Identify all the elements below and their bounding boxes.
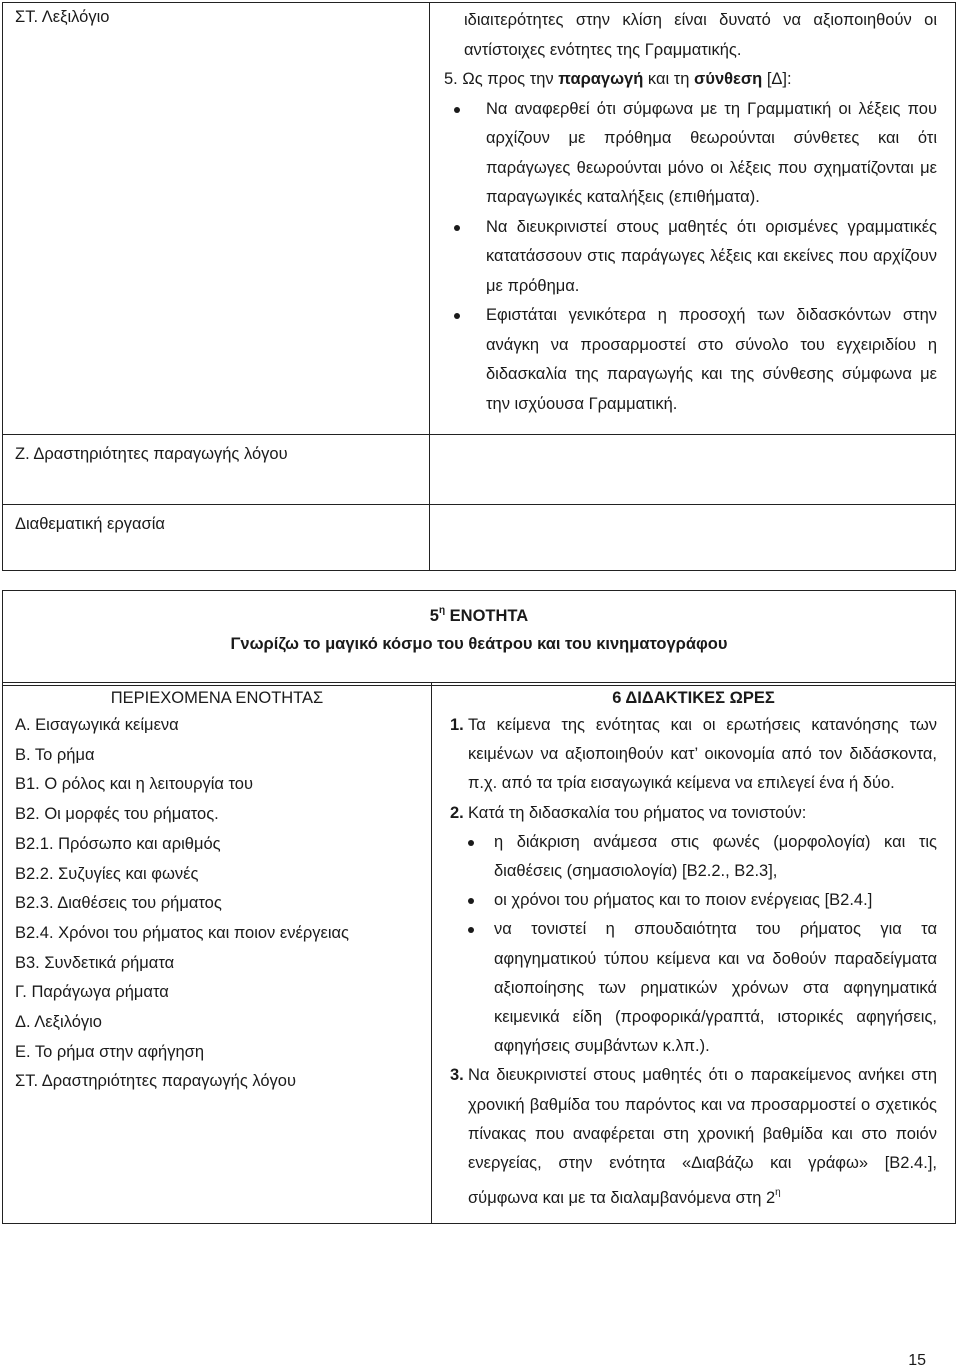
intro-text: ιδιαιτερότητες στην κλίση είναι δυνατό να αξιοποιηθούν οι αντίστοιχες ενότητες της Γραμματικής.	[464, 11, 937, 59]
hours-heading: 6 ΔΙΔΑΚΤΙΚΕΣ ΩΡΕΣ	[612, 689, 775, 707]
contents-heading: ΠΕΡΙΕΧΟΜΕΝΑ ΕΝΟΤΗΤΑΣ	[110, 689, 324, 707]
guideline-1: 1. Τα κείμενα της ενότητας και οι ερωτήσεις κατανόησης των κειμένων να αξιοποιηθούν κατ’ οικονομία από τον διδάσκοντα, π.χ. από τα τρία εισαγωγικά κείμενα να επιλεγεί ένα ή δύο.	[450, 716, 937, 793]
contents-item: Γ. Παράγωγα ρήματα	[15, 983, 169, 1002]
row-label-lexicon	[3, 3, 430, 435]
bullet-item: Εφιστάται γενικότερα η προσοχή των διδασκόντων στην ανάγκη να προσαρμοστεί στο σύνολο του εγχειριδίου η διδασκαλία της παραγωγής και της σύνθεσης σύμφωνα με την ισχύουσα Γραμματική.	[444, 301, 937, 419]
unit-header	[3, 591, 956, 686]
contents-item: Β2.4. Χρόνοι του ρήματος και ποιον ενέργειας	[15, 923, 349, 942]
contents-item: Β. Το ρήμα	[15, 745, 95, 764]
guideline-3: 3. Να διευκρινιστεί στους μαθητές ότι ο παρακείμενος ανήκει στη χρονική βαθμίδα του παρόντος και να προσαρμοστεί ο σχετικός πίνακας που αναφέρεται στη χρονική βαθμίδα και στο ποιόν ενεργείας, στην ενότητα «Διαβάζω και γράφω» [Β2.4.], σύμφωνα και με τα διαλαμβανόμενα στη $2^\eta$	[450, 1066, 937, 1208]
contents-item: Α. Εισαγωγικά κείμενα	[15, 716, 179, 734]
page-number: 15	[908, 1352, 926, 1369]
guideline-2-bullets	[450, 828, 937, 1062]
row-content-activities	[430, 435, 956, 505]
contents-item: Β2.2. Συζυγίες και φωνές	[15, 864, 199, 883]
unit-contents-column	[3, 683, 432, 1224]
bullet-item: οι χρόνοι του ρήματος και το ποιον ενέργειας [Β2.4.]	[450, 886, 937, 915]
contents-item: Δ. Λεξιλόγιο	[15, 1013, 102, 1032]
unit-contents-table	[2, 682, 956, 1224]
contents-item: Β1. Ο ρόλος και η λειτουργία του	[15, 775, 253, 794]
bullet-item: Να αναφερθεί ότι σύμφωνα με τη Γραμματική οι λέξεις που αρχίζουν με πρόθημα θεωρούνται σύνθετες και ότι παράγωγες θεωρούνται μόνο οι λέξεις που σχηματίζονται με παραγωγικές καταλήξεις (επιθήματα).	[444, 95, 937, 213]
teaching-hours-column	[432, 683, 956, 1224]
contents-item: Β2. Οι μορφές του ρήματος.	[15, 805, 219, 824]
item-5-bullets	[444, 95, 937, 420]
contents-item: ΣΤ. Δραστηριότητες παραγωγής λόγου	[15, 1072, 296, 1091]
unit-header-table	[2, 590, 956, 686]
bullet-item: να τονιστεί η σπουδαιότητα του ρήματος για τα αφηγηματικού τύπου κείμενα και να δοθούν παραδείγματα αξιοποίησης των ρηματικών χρόνων στα αφηγηματικά κειμενικά είδη (προφορικά/γραπτά, ιστορικές αφηγήσεις, αφηγήσεις συμβάντων κ.λπ.).	[450, 915, 937, 1061]
contents-item: Β2.1. Πρόσωπο και αριθμός	[15, 834, 221, 853]
contents-item: Β2.3. Διαθέσεις του ρήματος	[15, 894, 222, 913]
item-5-heading: 5. Ως προς την παραγωγή και τη σύνθεση [Δ]:	[444, 70, 792, 88]
row-label-text: ΣΤ. Λεξιλόγιο	[15, 8, 110, 26]
unit-title: Γνωρίζω το μαγικό κόσμο του θεάτρου και του κινηματογράφου	[230, 635, 728, 653]
lexicon-table	[2, 2, 956, 571]
row-content-lexicon	[430, 3, 956, 435]
row-label-crosscurricular: Διαθεματική εργασία	[3, 505, 430, 571]
unit-number: $5^\eta$ ΕΝΟΤΗΤΑ	[429, 605, 529, 625]
row-content-crosscurricular	[430, 505, 956, 571]
contents-item: Β3. Συνδετικά ρήματα	[15, 953, 175, 972]
bullet-item: η διάκριση ανάμεσα στις φωνές (μορφολογία) και τις διαθέσεις (σημασιολογία) [Β2.2., Β2.3],	[450, 828, 937, 886]
guideline-2: 2. Κατά τη διδασκαλία του ρήματος να τονιστούν:	[450, 803, 807, 822]
contents-item: Ε. Το ρήμα στην αφήγηση	[15, 1042, 205, 1061]
row-label-activities: Ζ. Δραστηριότητες παραγωγής λόγου	[3, 435, 430, 505]
bullet-item: Να διευκρινιστεί στους μαθητές ότι ορισμένες γραμματικές κατατάσσουν στις παράγωγες λέξεις και εκείνες που αρχίζουν με πρόθημα.	[444, 213, 937, 302]
